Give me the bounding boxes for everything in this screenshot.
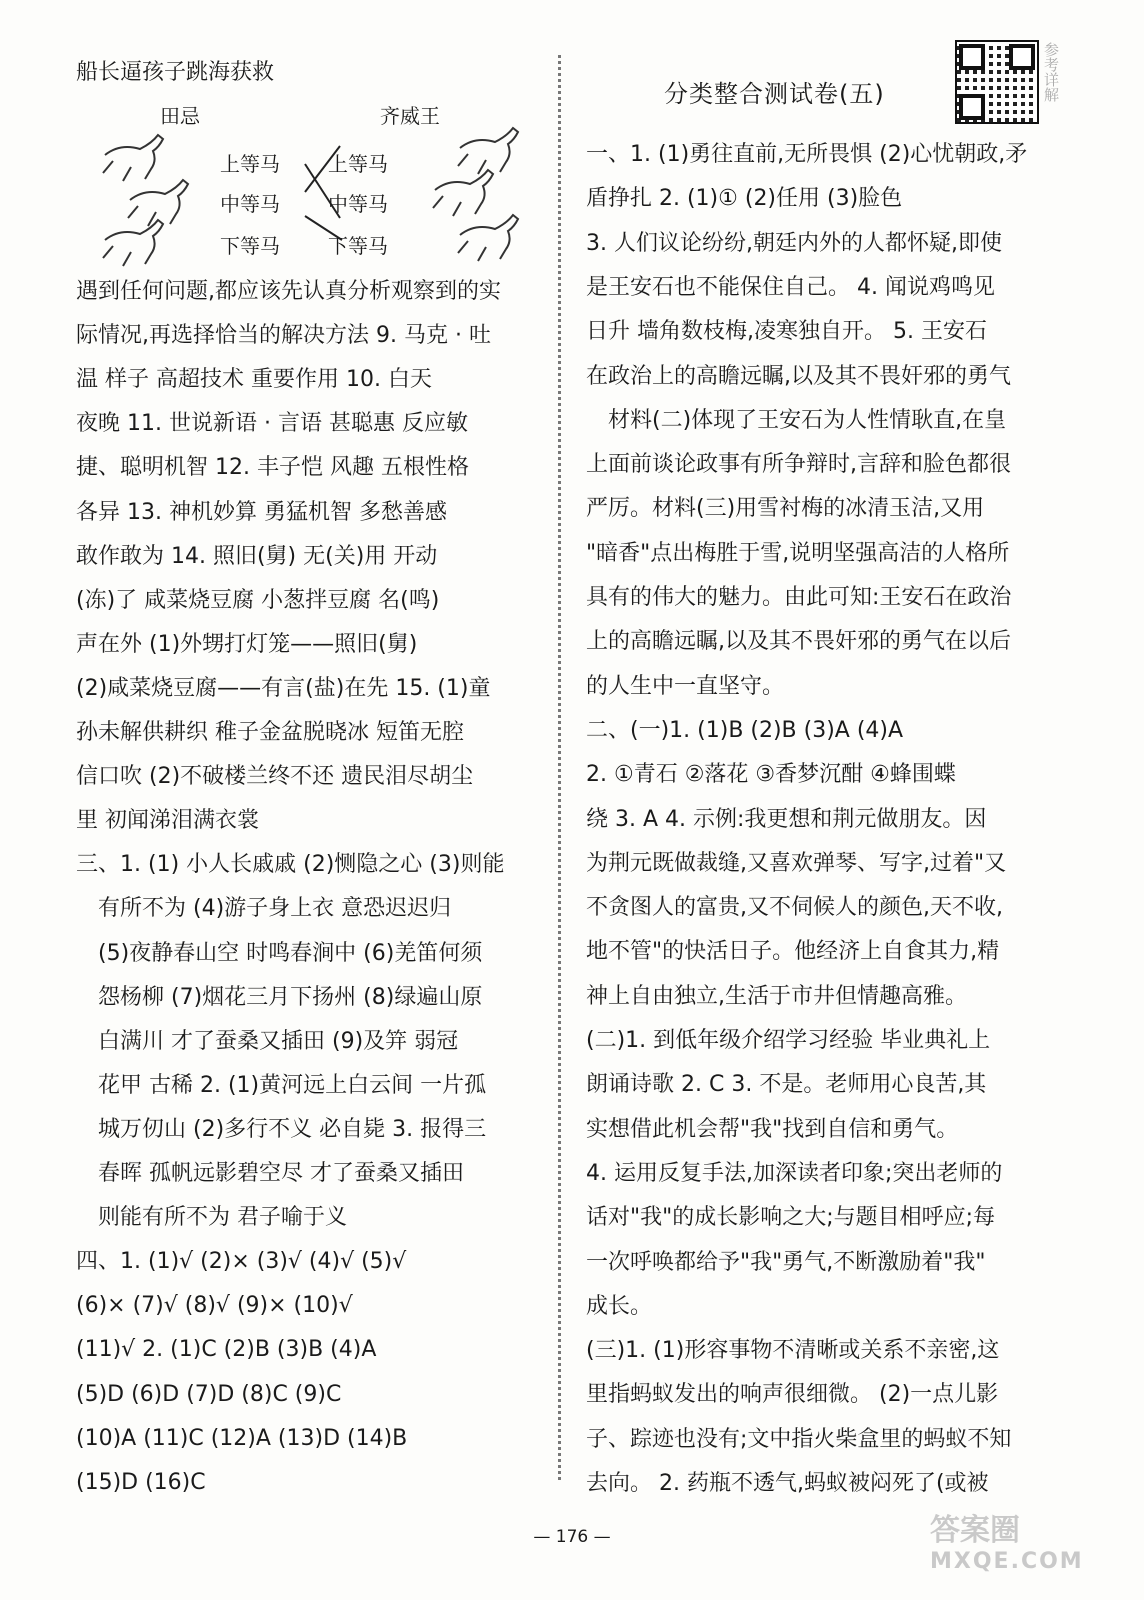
horse-icon <box>433 170 493 216</box>
right-horse-label: 上等马 <box>328 152 388 176</box>
answer-line: (二)1. 到低年级介绍学习经验 毕业典礼上 <box>586 1028 991 1053</box>
answer-line: 信口吹 (2)不破楼兰终不还 遗民泪尽胡尘 <box>76 764 474 790</box>
qr-code-icon <box>955 40 1039 124</box>
answer-line: 一次呼唤都给予"我"勇气,不断激励着"我" <box>586 1249 986 1275</box>
answer-line: 话对"我"的成长影响之大;与题目相呼应;每 <box>586 1205 996 1231</box>
answer-line: 怨杨柳 (7)烟花三月下扬州 (8)绿遍山原 <box>98 984 483 1010</box>
answer-line: 春晖 孤帆远影碧空尽 才了蚕桑又插田 <box>98 1161 464 1186</box>
answer-line: 材料(二)体现了王安石为人性情耿直,在皇 <box>608 407 1007 433</box>
answer-line: 上的高瞻远瞩,以及其不畏奸邪的勇气在以后 <box>586 629 1011 655</box>
answer-line: (三)1. (1)形容事物不清晰或关系不亲密,这 <box>586 1338 1000 1364</box>
watermark-text: 答案圈 <box>930 1513 1020 1548</box>
answer-line: (5)夜静春山空 时鸣春涧中 (6)羌笛何须 <box>98 940 483 966</box>
answer-line: 绕 3. A 4. 示例:我更想和荆元做朋友。因 <box>586 806 987 832</box>
answer-line: (2)咸菜烧豆腐——有言(盐)在先 15. (1)童 <box>76 675 491 701</box>
answer-line: 二、(一)1. (1)B (2)B (3)A (4)A <box>586 717 904 743</box>
answer-line: 温 样子 高超技术 重要作用 10. 白天 <box>76 367 432 393</box>
answer-line: 在政治上的高瞻远瞩,以及其不畏奸邪的勇气 <box>586 363 1011 389</box>
answer-line: (10)A (11)C (12)A (13)D (14)B <box>76 1425 408 1451</box>
column-divider <box>558 55 561 1480</box>
answer-line: 花甲 古稀 2. (1)黄河远上白云间 一片孤 <box>98 1072 487 1098</box>
answer-line: 日升 墙角数枝梅,凌寒独自开。 5. 王安石 <box>586 319 987 345</box>
answer-line: 白满川 才了蚕桑又插田 (9)及笄 弱冠 <box>98 1028 459 1054</box>
answer-line: 夜晚 11. 世说新语 · 言语 甚聪惠 反应敏 <box>76 411 468 437</box>
answer-line: 声在外 (1)外甥打灯笼——照旧(舅) <box>76 631 418 657</box>
horse-icon <box>458 128 518 174</box>
answer-line: 各异 13. 神机妙算 勇猛机智 多愁善感 <box>76 499 447 525</box>
horse-race-diagram <box>100 100 530 270</box>
answer-line: (11)√ 2. (1)C (2)B (3)B (4)A <box>76 1337 377 1363</box>
qr-side-text: 参考详解 <box>1042 42 1060 102</box>
answer-line: 则能有所不为 君子喻于义 <box>98 1205 347 1231</box>
answer-line: 际情况,再选择恰当的解决方法 9. 马克 · 吐 <box>76 323 491 349</box>
answer-line: 3. 人们议论纷纷,朝廷内外的人都怀疑,即使 <box>586 230 1002 256</box>
answer-line: 朗诵诗歌 2. C 3. 不是。老师用心良苦,其 <box>586 1072 987 1098</box>
answer-line: 4. 运用反复手法,加深读者印象;突出老师的 <box>586 1160 1003 1186</box>
right-horse-label: 下等马 <box>328 234 388 258</box>
answer-line: 实想借此机会帮"我"找到自信和勇气。 <box>586 1116 959 1142</box>
answer-line: (15)D (16)C <box>76 1469 206 1495</box>
answer-line: 子、踪迹也没有;文中指火柴盒里的蚂蚁不知 <box>586 1426 1012 1452</box>
left-title: 船长逼孩子跳海获救 <box>76 60 275 85</box>
answer-line: 里 初闻涕泪满衣裳 <box>76 808 259 834</box>
page-number: — 176 — <box>533 1527 611 1547</box>
answer-line: 上面前谈论政事有所争辩时,言辞和脸色都很 <box>586 452 1011 478</box>
answer-line: 严厉。材料(三)用雪衬梅的冰清玉洁,又用 <box>586 496 985 522</box>
answer-line: "暗香"点出梅胜于雪,说明坚强高洁的人格所 <box>586 540 1010 566</box>
answer-line: 不贪图人的富贵,又不伺候人的颜色,天不收, <box>586 895 1003 921</box>
answer-line: (6)× (7)√ (8)√ (9)× (10)√ <box>76 1293 353 1319</box>
answer-line: 是王安石也不能保住自己。 4. 闻说鸡鸣见 <box>586 274 995 300</box>
answer-line: 四、1. (1)√ (2)× (3)√ (4)√ (5)√ <box>76 1249 407 1275</box>
answer-line: 城万仞山 (2)多行不义 必自毙 3. 报得三 <box>98 1116 487 1142</box>
label-tianji: 田忌 <box>160 104 200 128</box>
left-horse-label: 上等马 <box>220 152 280 176</box>
horse-icon <box>103 135 163 181</box>
answer-line: 有所不为 (4)游子身上衣 意恐迟迟归 <box>98 896 452 922</box>
horse-icon-group-right <box>433 128 518 261</box>
right-title: 分类整合测试卷(五) <box>664 80 885 108</box>
watermark-url: MXQE.COM <box>930 1549 1084 1574</box>
answer-line: 敢作敢为 14. 照旧(舅) 无(关)用 开动 <box>76 543 438 569</box>
answer-line: 孙未解供耕织 稚子金盆脱晓冰 短笛无腔 <box>76 720 464 745</box>
answer-line: 遇到任何问题,都应该先认真分析观察到的实 <box>76 279 501 304</box>
answer-line: 地不管"的快活日子。他经济上自食其力,精 <box>586 939 1000 965</box>
answer-line: 为荆元既做裁缝,又喜欢弹琴、写字,过着"又 <box>586 850 1007 876</box>
answer-line: 去向。 2. 药瓶不透气,蚂蚁被闷死了(或被 <box>586 1471 989 1496</box>
left-horse-label: 下等马 <box>220 234 280 258</box>
answer-line: 一、1. (1)勇往直前,无所畏惧 (2)心忧朝政,矛 <box>586 142 1028 167</box>
answer-line: (冻)了 咸菜烧豆腐 小葱拌豆腐 名(鸣) <box>76 587 440 613</box>
answer-line: 神上自由独立,生活于市井但情趣高雅。 <box>586 983 967 1009</box>
answer-line: 的人生中一直坚守。 <box>586 673 785 699</box>
answer-line: 具有的伟大的魅力。由此可知:王安石在政治 <box>586 585 1012 610</box>
watermark-logo <box>930 1505 1130 1574</box>
label-qiweiwang: 齐威王 <box>380 104 440 128</box>
left-horse-label: 中等马 <box>220 192 280 216</box>
answer-line: 盾挣扎 2. (1)① (2)任用 (3)脸色 <box>586 186 903 212</box>
answer-line: 捷、聪明机智 12. 丰子恺 风趣 五根性格 <box>76 455 469 481</box>
answer-line: 2. ①青石 ②落花 ③香梦沉酣 ④蜂围蝶 <box>586 762 956 788</box>
horse-icon <box>103 220 163 266</box>
answer-line: (5)D (6)D (7)D (8)C (9)C <box>76 1381 342 1407</box>
horse-icon <box>458 215 518 261</box>
right-horse-label: 中等马 <box>328 192 388 216</box>
answer-line: 成长。 <box>586 1293 653 1319</box>
answer-line: 三、1. (1) 小人长戚戚 (2)恻隐之心 (3)则能 <box>76 852 505 878</box>
answer-line: 里指蚂蚁发出的响声很细微。 (2)一点儿影 <box>586 1382 999 1408</box>
horse-icon-group-left <box>103 135 188 266</box>
